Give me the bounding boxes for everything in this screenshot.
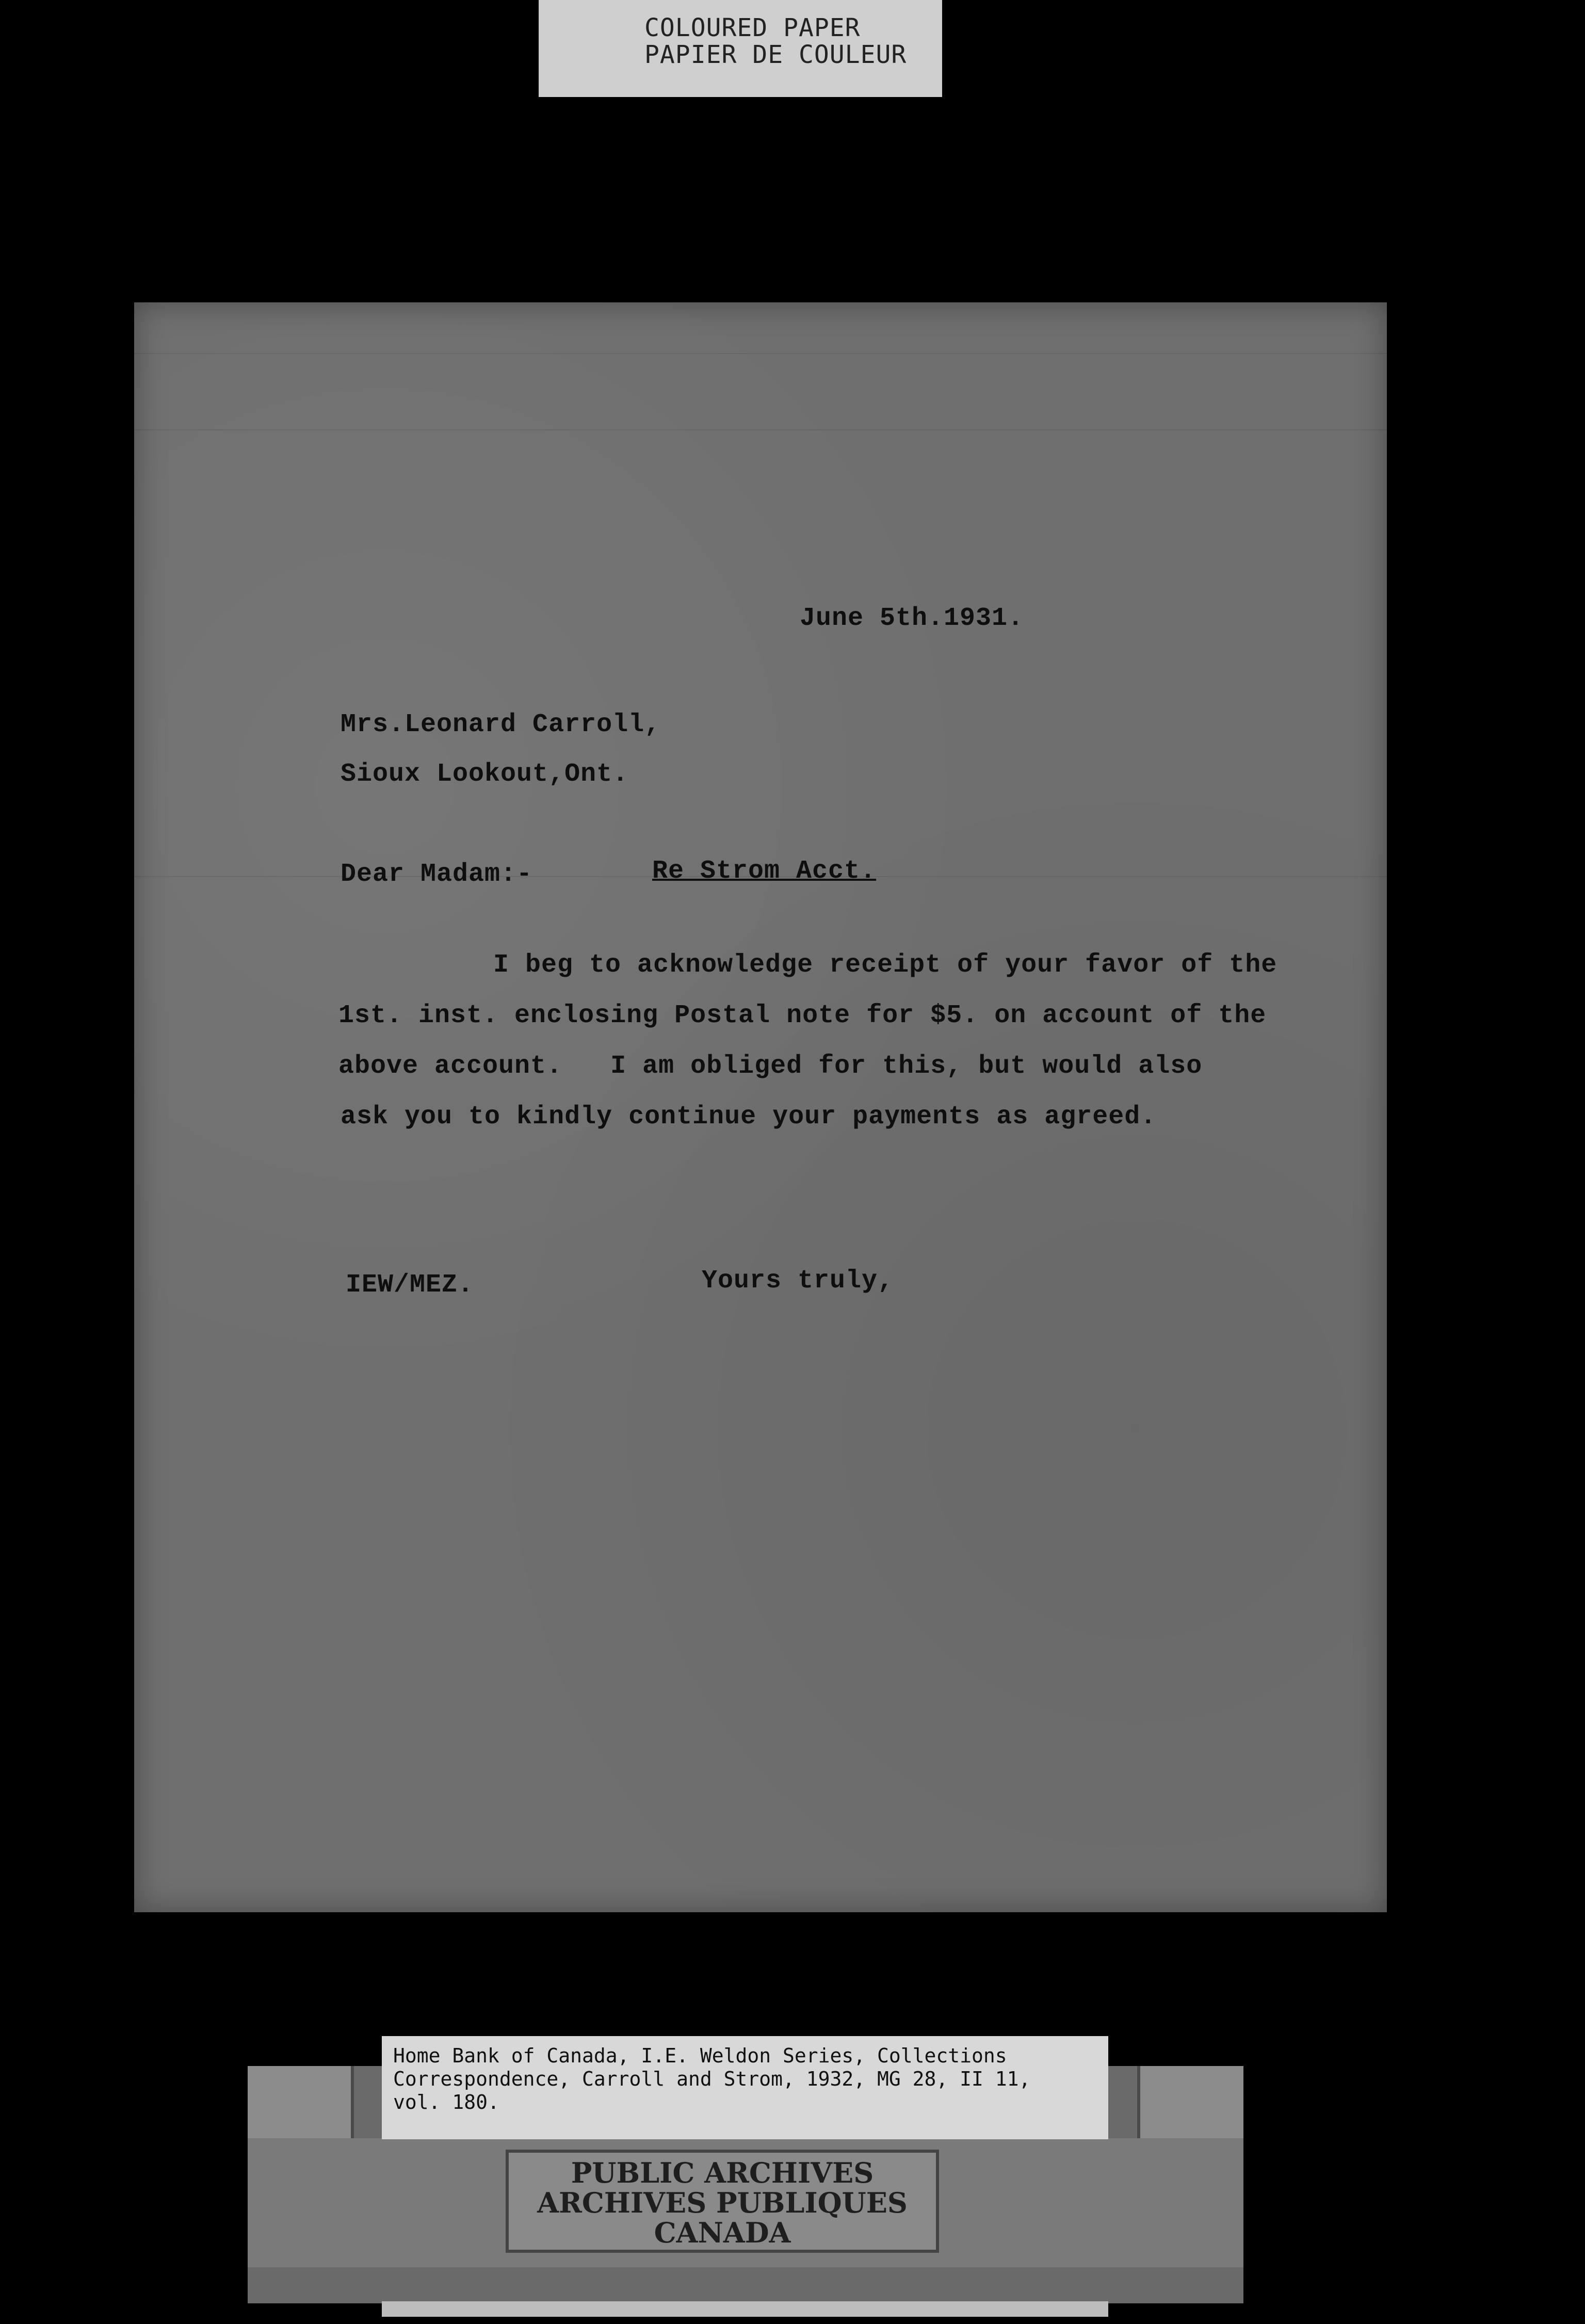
recipient-address: Sioux Lookout,Ont. [341, 760, 629, 789]
stamp-line-3: CANADA [654, 2216, 791, 2249]
recipient-name: Mrs.Leonard Carroll, [341, 710, 661, 739]
salutation: Dear Madam:- [341, 860, 533, 889]
coloured-paper-label [539, 0, 942, 97]
citation-line-1: Home Bank of Canada, I.E. Weldon Series, Collections [393, 2044, 1007, 2067]
closing: Yours truly, [702, 1266, 894, 1296]
ruled-line [134, 429, 1387, 430]
label-line-english: COLOURED PAPER [644, 13, 861, 42]
body-line-3: above account. I am obliged for this, but would also [338, 1052, 1203, 1081]
archive-citation [382, 2036, 1108, 2139]
body-line-2: 1st. inst. enclosing Postal note for $5. on account of the [338, 1001, 1267, 1030]
subject-line: Re Strom Acct. [652, 857, 877, 886]
citation-line-3: vol. 180. [393, 2091, 499, 2113]
letter-date: June 5th.1931. [800, 604, 1024, 633]
reference-initials: IEW/MEZ. [346, 1270, 474, 1300]
citation-line-2: Correspondence, Carroll and Strom, 1932, MG 28, II 11, [393, 2068, 1031, 2090]
bottom-strip [382, 2301, 1108, 2317]
label-line-french: PAPIER DE COULEUR [644, 40, 907, 69]
public-archives-stamp [506, 2150, 939, 2253]
body-line-1: I beg to acknowledge receipt of your favor of the [493, 950, 1277, 980]
stamp-line-1: PUBLIC ARCHIVES [571, 2156, 874, 2189]
ruled-line [134, 353, 1387, 354]
letter-page [134, 302, 1387, 1912]
body-line-4: ask you to kindly continue your payments as agreed. [341, 1102, 1157, 1132]
stamp-line-2: ARCHIVES PUBLIQUES [537, 2186, 908, 2219]
